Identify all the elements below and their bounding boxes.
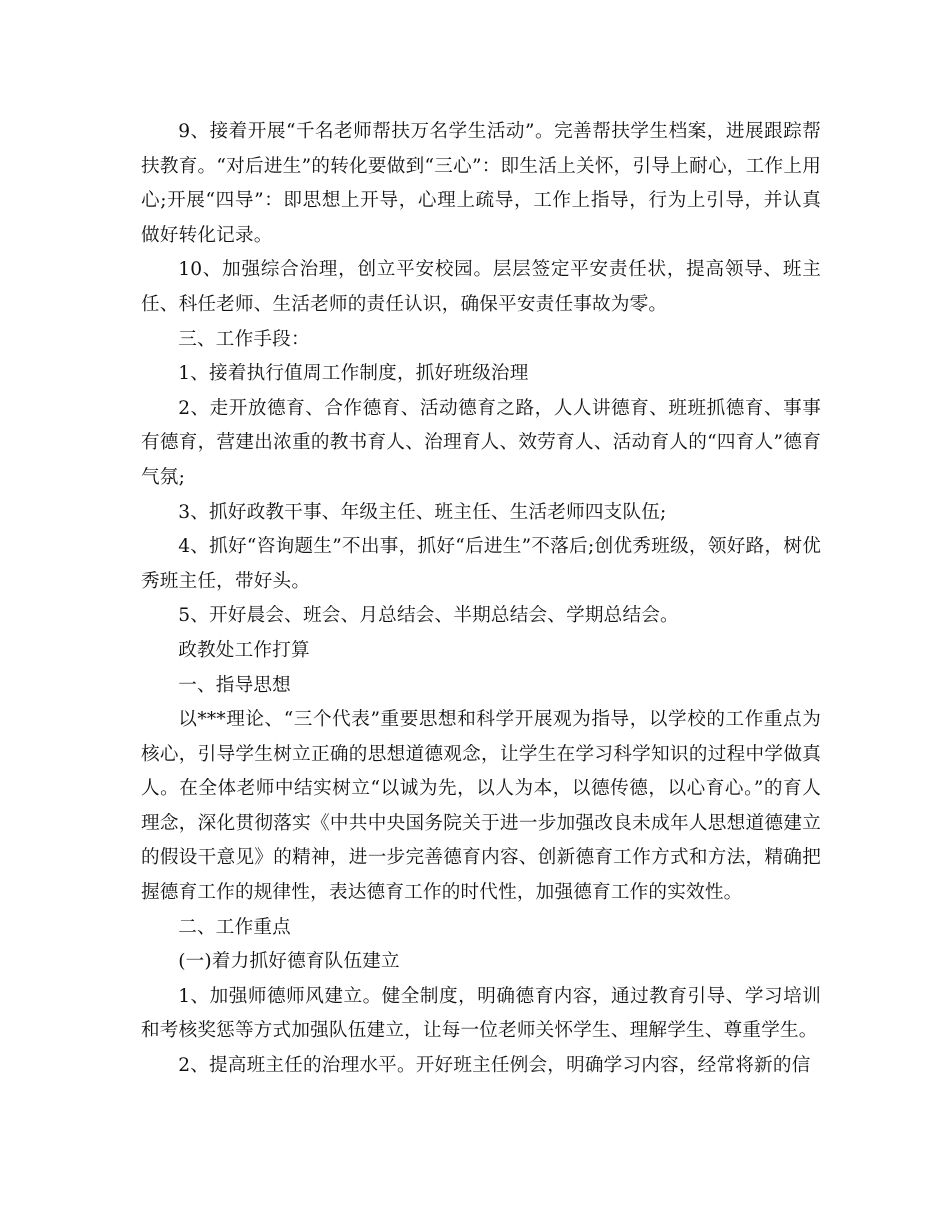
section-heading-guiding-thought: 一、指导思想: [178, 674, 291, 696]
subsection-heading-team-building: (一)着力抓好德育队伍建立: [178, 951, 400, 973]
method-item-5: 5、开好晨会、班会、月总结会、半期总结会、学期总结会。: [178, 605, 679, 627]
method-item-2: 2、走开放德育、合作德育、活动德育之路，人人讲德育、班班抓德育、事事有德育，营建出浓重的教书育人、治理育人、效劳育人、活动育人的“四育人”德育气氛;: [141, 397, 821, 488]
method-item-4: 4、抓好“咨询题生”不出事，抓好“后进生”不落后;创优秀班级，领好路，树优秀班主任，带好头。: [141, 536, 821, 592]
key-work-item-1: 1、加强师德师风建立。健全制度，明确德育内容，通过教育引导、学习培训和考核奖惩等方式加强队伍建立，让每一位老师关怀学生、理解学生、尊重学生。: [141, 985, 821, 1042]
paragraph-item-10: 10、加强综合治理，创立平安校园。层层签定平安责任状，提高领导、班主任、科任老师、生活老师的责任认识，确保平安责任事故为零。: [141, 259, 821, 315]
section-heading-key-work: 二、工作重点: [178, 916, 291, 938]
document-subtitle: 政教处工作打算: [178, 639, 310, 661]
document-body: [141, 115, 821, 1084]
section-heading-work-methods: 三、工作手段：: [178, 328, 310, 350]
method-item-3: 3、抓好政教干事、年级主任、班主任、生活老师四支队伍;: [178, 501, 667, 523]
paragraph-item-9: 9、接着开展“千名老师帮扶万名学生活动”。完善帮扶学生档案，进展跟踪帮扶教育。“对后进生”的转化要做到“三心”：即生活上关怀，引导上耐心，工作上用心;开展“四导”：即思想上开导，心理上疏导，工作上指导，行为上引导，并认真做好转化记录。: [141, 121, 821, 246]
guiding-thought-paragraph: 以***理论、“三个代表”重要思想和科学开展观为指导，以学校的工作重点为核心，引导学生树立正确的思想道德观念，让学生在学习科学知识的过程中学做真人。在全体老师中结实树立“以诚为先，以人为本，以德传德，以心育心。”的育人理念，深化贯彻落实《中共中央国务院关于进一步加强改良未成年人思想道德建立的假设干意见》的精神，进一步完善德育内容、创新德育工作方式和方法，精确把握德育工作的规律性，表达德育工作的时代性，加强德育工作的实效性。: [141, 709, 821, 904]
key-work-item-2: 2、提高班主任的治理水平。开好班主任例会，明确学习内容，经常将新的信: [178, 1055, 811, 1077]
method-item-1: 1、接着执行值周工作制度，抓好班级治理: [178, 363, 529, 385]
